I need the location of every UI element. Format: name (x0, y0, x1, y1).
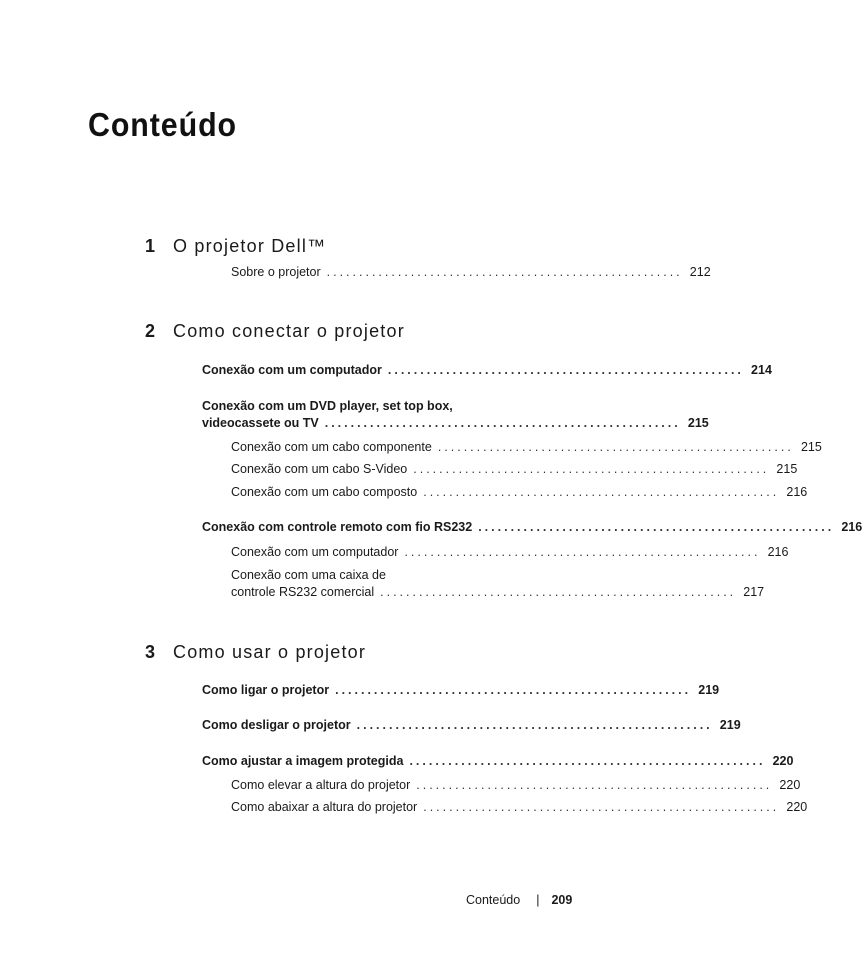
chapter-number: 3 (145, 642, 156, 662)
toc-entry-line1[interactable]: Conexão com uma caixa de (231, 568, 386, 582)
page-title: Conteúdo (88, 106, 238, 143)
toc-entry-label: controle RS232 comercial (231, 585, 375, 599)
toc-entry-conexao-computador[interactable] (202, 361, 772, 379)
toc-entry-label: Conexão com um cabo S-Video (231, 462, 408, 476)
toc-entry-label: Como desligar o projetor (202, 718, 351, 732)
toc-entry-label: videocassete ou TV (202, 416, 319, 430)
toc-entry-label: Como abaixar a altura do projetor (231, 800, 418, 814)
toc-page-number: 215 (800, 440, 822, 454)
toc-entry-label: Conexão com um computador (202, 363, 382, 377)
toc-entry-label: Sobre o projetor (231, 265, 321, 279)
chapter-3-heading[interactable] (145, 642, 366, 663)
toc-page-number: 216 (786, 485, 808, 499)
toc-entry-sobre-o-projetor[interactable] (231, 263, 711, 281)
toc-entry-label: Conexão com um cabo componente (231, 440, 432, 454)
toc-entry-label: Como elevar a altura do projetor (231, 778, 411, 792)
chapter-title: Como usar o projetor (173, 642, 367, 662)
leader-dots: ....................................................... (387, 363, 744, 377)
leader-dots: ....................................................... (416, 778, 773, 792)
toc-page-number: 220 (786, 800, 808, 814)
leader-dots: ....................................................... (413, 462, 770, 476)
chapter-title: Como conectar o projetor (173, 321, 405, 341)
toc-entry-elevar-altura[interactable] (231, 776, 801, 794)
toc-page-number: 220 (779, 778, 801, 792)
leader-dots: ....................................................... (423, 800, 780, 814)
leader-dots: ....................................................... (324, 416, 681, 430)
chapter-number: 1 (145, 236, 156, 256)
toc-entry-line1[interactable]: Conexão com um DVD player, set top box, (202, 399, 453, 413)
leader-dots: ....................................................... (478, 520, 835, 534)
chapter-1-heading[interactable] (145, 236, 326, 257)
toc-entry-label: Conexão com um cabo composto (231, 485, 418, 499)
toc-entry-conexao-dvd[interactable] (202, 414, 709, 432)
leader-dots: ....................................................... (326, 265, 683, 279)
toc-entry-label: Como ligar o projetor (202, 683, 330, 697)
leader-dots: ....................................................... (437, 440, 794, 454)
toc-entry-label: Conexão com um computador (231, 545, 399, 559)
toc-entry-cabo-componente[interactable] (231, 438, 822, 456)
footer-page-number: 209 (551, 893, 573, 907)
toc-entry-cabo-s-video[interactable] (231, 460, 798, 478)
toc-entry-ajustar-imagem[interactable] (202, 752, 794, 770)
leader-dots: ....................................................... (423, 485, 780, 499)
leader-dots: ....................................................... (356, 718, 713, 732)
leader-dots: ....................................................... (335, 683, 692, 697)
toc-page-number: 219 (698, 683, 720, 697)
leader-dots: ....................................................... (380, 585, 737, 599)
toc-page-number: 219 (719, 718, 741, 732)
toc-page-number: 215 (687, 416, 709, 430)
toc-page-number: 220 (772, 754, 794, 768)
toc-page-number: 212 (689, 265, 711, 279)
leader-dots: ....................................................... (404, 545, 761, 559)
toc-entry-controle-remoto[interactable] (202, 518, 862, 536)
toc-page-number: 214 (751, 363, 772, 377)
toc-entry-abaixar-altura[interactable] (231, 798, 808, 816)
toc-page-number: 215 (776, 462, 798, 476)
toc-page-number: 216 (767, 545, 789, 559)
page-footer (466, 893, 572, 907)
chapter-title: O projetor Dell™ (173, 236, 327, 256)
toc-page-number: 217 (743, 585, 765, 599)
chapter-2-heading[interactable] (145, 321, 405, 342)
toc-entry-como-ligar[interactable] (202, 681, 720, 699)
toc-entry-caixa-controle[interactable] (231, 583, 765, 601)
toc-entry-conexao-computador-rs232[interactable] (231, 543, 789, 561)
leader-dots: ....................................................... (409, 754, 766, 768)
toc-entry-label: Conexão com controle remoto com fio RS232 (202, 520, 473, 534)
toc-page-number: 216 (841, 520, 862, 534)
footer-label: Conteúdo (466, 893, 521, 907)
toc-entry-como-desligar[interactable] (202, 716, 741, 734)
footer-separator: | (536, 893, 540, 907)
toc-entry-cabo-composto[interactable] (231, 483, 808, 501)
chapter-number: 2 (145, 321, 156, 341)
toc-entry-label: Como ajustar a imagem protegida (202, 754, 404, 768)
